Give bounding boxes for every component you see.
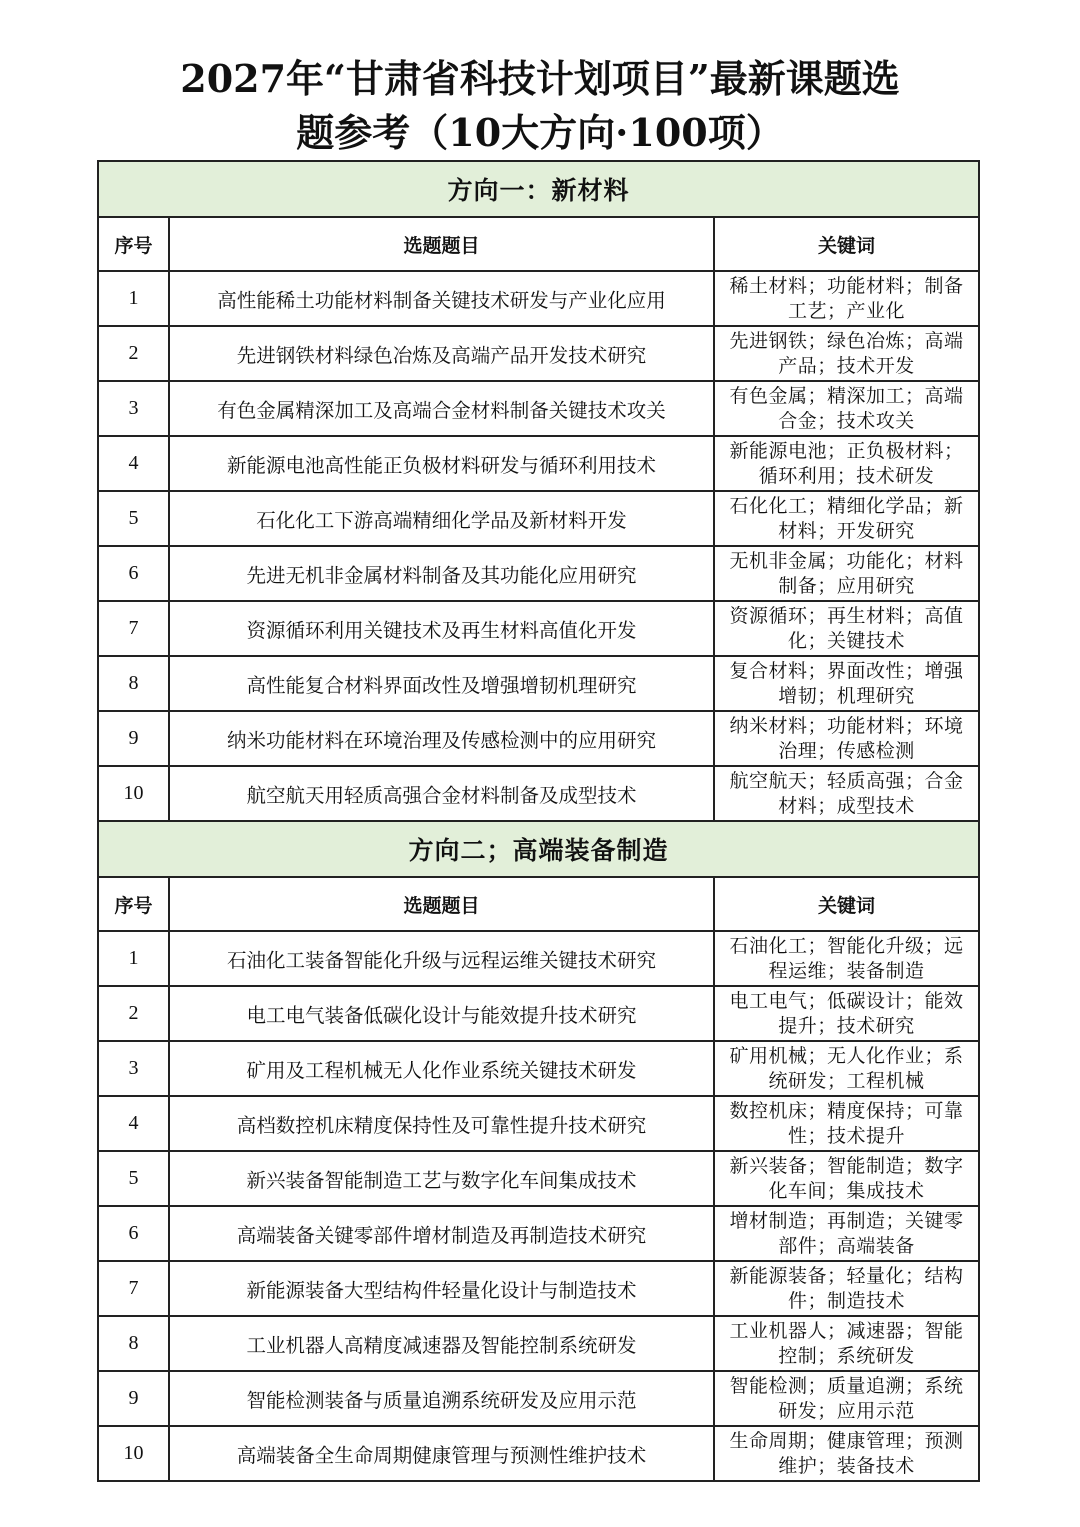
row-topic: 资源循环利用关键技术及再生材料高值化开发	[169, 601, 714, 656]
row-topic: 有色金属精深加工及高端合金材料制备关键技术攻关	[169, 381, 714, 436]
row-keywords: 智能检测；质量追溯；系统研发；应用示范	[714, 1371, 979, 1426]
row-number: 4	[98, 436, 169, 491]
section-heading: 方向二；高端装备制造	[98, 821, 979, 877]
row-keywords: 纳米材料；功能材料；环境治理；传感检测	[714, 711, 979, 766]
table-row	[98, 271, 979, 326]
table-row	[98, 601, 979, 656]
row-keywords: 无机非金属；功能化；材料制备；应用研究	[714, 546, 979, 601]
document-title-line-2: 题参考（10大方向·100项）	[296, 110, 784, 155]
row-number: 3	[98, 1041, 169, 1096]
row-topic: 石油化工装备智能化升级与远程运维关键技术研究	[169, 931, 714, 986]
row-topic: 高性能稀土功能材料制备关键技术研发与产业化应用	[169, 271, 714, 326]
row-keywords: 生命周期；健康管理；预测维护；装备技术	[714, 1426, 979, 1481]
row-topic: 航空航天用轻质高强合金材料制备及成型技术	[169, 766, 714, 821]
table-row	[98, 326, 979, 381]
topics-table	[97, 160, 980, 1482]
row-keywords: 石化化工；精细化学品；新材料；开发研究	[714, 491, 979, 546]
table-row	[98, 381, 979, 436]
row-number: 8	[98, 656, 169, 711]
column-header-topic: 选题题目	[169, 217, 714, 271]
row-number: 2	[98, 986, 169, 1041]
row-number: 9	[98, 1371, 169, 1426]
table-row	[98, 1371, 979, 1426]
row-keywords: 工业机器人；减速器；智能控制；系统研发	[714, 1316, 979, 1371]
row-keywords: 电工电气；低碳设计；能效提升；技术研究	[714, 986, 979, 1041]
row-number: 4	[98, 1096, 169, 1151]
row-keywords: 新能源装备；轻量化；结构件；制造技术	[714, 1261, 979, 1316]
row-number: 7	[98, 601, 169, 656]
row-number: 1	[98, 931, 169, 986]
column-header-row	[98, 217, 979, 271]
table-row	[98, 931, 979, 986]
table-row	[98, 436, 979, 491]
document-title-line-1: 2027年“甘肃省科技计划项目”最新课题选	[180, 56, 900, 101]
table-row	[98, 1151, 979, 1206]
section-heading-row	[98, 821, 979, 877]
table-row	[98, 1041, 979, 1096]
row-number: 8	[98, 1316, 169, 1371]
column-header-row	[98, 877, 979, 931]
row-topic: 高端装备全生命周期健康管理与预测性维护技术	[169, 1426, 714, 1481]
row-topic: 工业机器人高精度减速器及智能控制系统研发	[169, 1316, 714, 1371]
table-row	[98, 1316, 979, 1371]
row-number: 5	[98, 1151, 169, 1206]
table-row	[98, 656, 979, 711]
row-topic: 智能检测装备与质量追溯系统研发及应用示范	[169, 1371, 714, 1426]
row-keywords: 新兴装备；智能制造；数字化车间；集成技术	[714, 1151, 979, 1206]
table-row	[98, 1426, 979, 1481]
topics-table-body	[98, 161, 979, 1481]
row-keywords: 新能源电池；正负极材料；循环利用；技术研发	[714, 436, 979, 491]
row-keywords: 稀土材料；功能材料；制备工艺；产业化	[714, 271, 979, 326]
row-number: 3	[98, 381, 169, 436]
row-keywords: 数控机床；精度保持；可靠性；技术提升	[714, 1096, 979, 1151]
row-topic: 高端装备关键零部件增材制造及再制造技术研究	[169, 1206, 714, 1261]
row-keywords: 矿用机械；无人化作业；系统研发；工程机械	[714, 1041, 979, 1096]
row-keywords: 石油化工；智能化升级；远程运维；装备制造	[714, 931, 979, 986]
row-topic: 高性能复合材料界面改性及增强增韧机理研究	[169, 656, 714, 711]
document-title	[60, 52, 1020, 160]
row-topic: 高档数控机床精度保持性及可靠性提升技术研究	[169, 1096, 714, 1151]
column-header-keywords: 关键词	[714, 877, 979, 931]
row-topic: 新兴装备智能制造工艺与数字化车间集成技术	[169, 1151, 714, 1206]
section-heading: 方向一：新材料	[98, 161, 979, 217]
row-number: 6	[98, 546, 169, 601]
row-number: 9	[98, 711, 169, 766]
row-keywords: 资源循环；再生材料；高值化；关键技术	[714, 601, 979, 656]
column-header-no: 序号	[98, 877, 169, 931]
row-topic: 石化化工下游高端精细化学品及新材料开发	[169, 491, 714, 546]
table-row	[98, 1096, 979, 1151]
table-row	[98, 986, 979, 1041]
table-row	[98, 491, 979, 546]
table-row	[98, 546, 979, 601]
row-number: 5	[98, 491, 169, 546]
row-number: 6	[98, 1206, 169, 1261]
row-number: 2	[98, 326, 169, 381]
row-topic: 先进无机非金属材料制备及其功能化应用研究	[169, 546, 714, 601]
row-keywords: 先进钢铁；绿色冶炼；高端产品；技术开发	[714, 326, 979, 381]
row-topic: 矿用及工程机械无人化作业系统关键技术研发	[169, 1041, 714, 1096]
row-keywords: 增材制造；再制造；关键零部件；高端装备	[714, 1206, 979, 1261]
column-header-keywords: 关键词	[714, 217, 979, 271]
table-row	[98, 1261, 979, 1316]
row-topic: 电工电气装备低碳化设计与能效提升技术研究	[169, 986, 714, 1041]
column-header-topic: 选题题目	[169, 877, 714, 931]
table-row	[98, 1206, 979, 1261]
row-topic: 纳米功能材料在环境治理及传感检测中的应用研究	[169, 711, 714, 766]
row-number: 10	[98, 1426, 169, 1481]
row-number: 7	[98, 1261, 169, 1316]
section-heading-row	[98, 161, 979, 217]
row-number: 10	[98, 766, 169, 821]
row-number: 1	[98, 271, 169, 326]
table-row	[98, 711, 979, 766]
row-keywords: 有色金属；精深加工；高端合金；技术攻关	[714, 381, 979, 436]
row-keywords: 航空航天；轻质高强；合金材料；成型技术	[714, 766, 979, 821]
column-header-no: 序号	[98, 217, 169, 271]
row-keywords: 复合材料；界面改性；增强增韧；机理研究	[714, 656, 979, 711]
row-topic: 新能源装备大型结构件轻量化设计与制造技术	[169, 1261, 714, 1316]
row-topic: 新能源电池高性能正负极材料研发与循环利用技术	[169, 436, 714, 491]
table-row	[98, 766, 979, 821]
row-topic: 先进钢铁材料绿色冶炼及高端产品开发技术研究	[169, 326, 714, 381]
